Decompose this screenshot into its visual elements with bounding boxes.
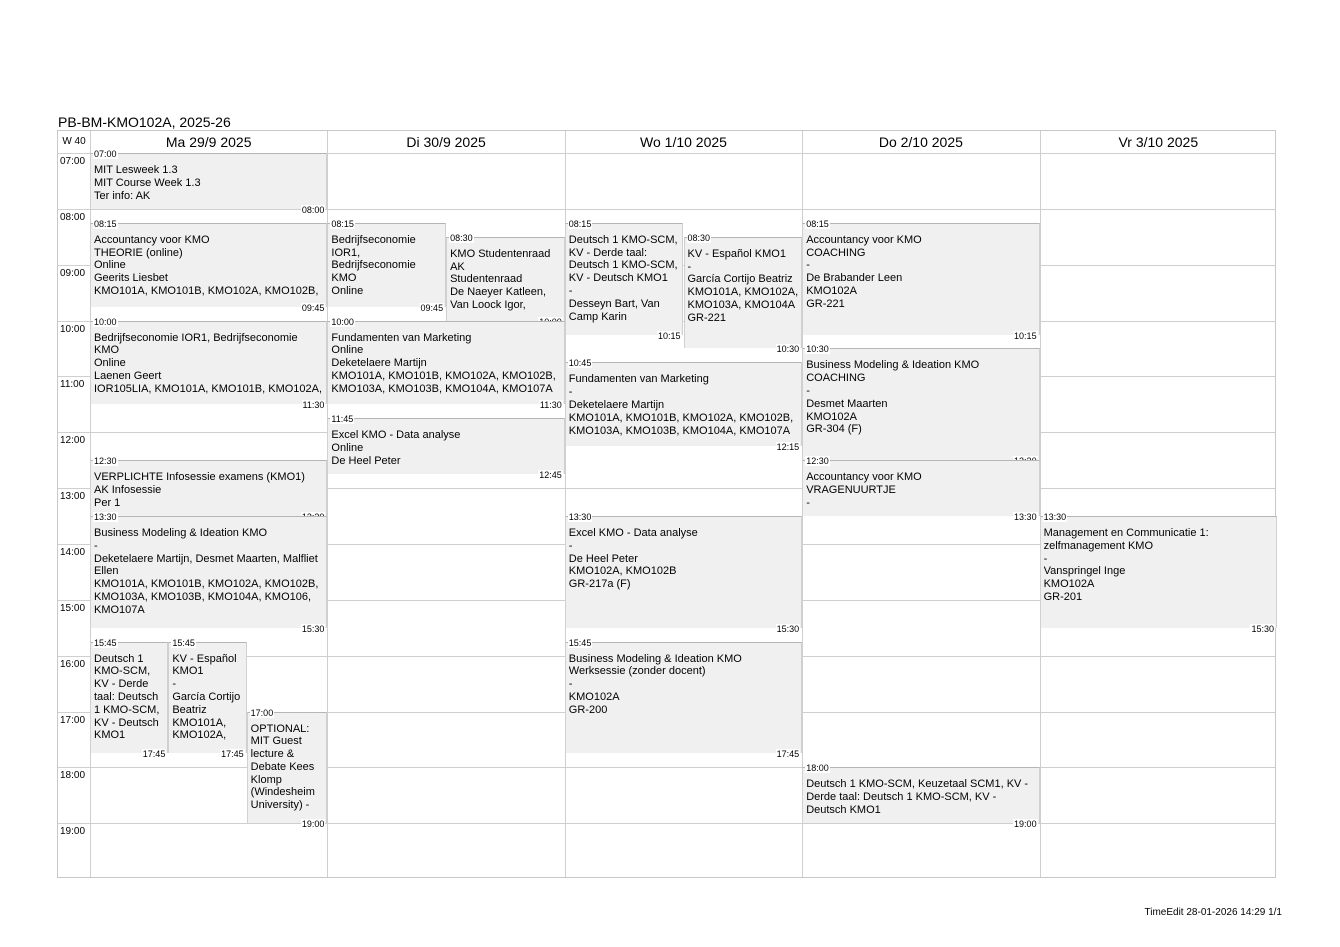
event-line: KMO101A, KMO101B, KMO102A, KMO102B, — [568, 411, 794, 424]
event-line: KV - Español KMO1 — [687, 247, 786, 260]
event-line: KMO Studentenraad — [450, 247, 551, 260]
event-details — [569, 527, 799, 620]
event-details — [172, 653, 243, 746]
event-start-time: 08:15 — [94, 218, 117, 229]
schedule-event[interactable] — [90, 512, 327, 634]
event-line: Online — [94, 357, 126, 370]
event-line: Deketelaere Martijn — [568, 399, 665, 412]
event-end-time: 11:30 — [302, 400, 325, 411]
timetable-grid — [57, 130, 1276, 878]
event-details — [688, 248, 800, 341]
event-line: KV - Deutsch KMO1 — [568, 272, 668, 285]
event-line: De Naeyer Katleen, — [450, 286, 547, 299]
event-line: Online — [331, 344, 364, 357]
event-line: De Brabander Leen — [806, 272, 903, 285]
hour-label: 09:00 — [60, 267, 86, 279]
event-details — [1044, 527, 1274, 620]
event-line: - — [94, 539, 98, 552]
event-line: THEORIE (online) — [94, 246, 183, 259]
event-start-time: 12:30 — [806, 456, 829, 467]
event-details — [569, 653, 799, 746]
event-line: Accountancy voor KMO — [94, 233, 210, 246]
hour-divider — [58, 767, 1275, 768]
event-line: KMO101A, KMO102A, — [172, 716, 227, 742]
event-line: Fundamenten van Marketing — [568, 373, 709, 386]
schedule-event[interactable] — [802, 763, 1039, 830]
schedule-title: PB-BM-KMO102A, 2025-26 — [58, 114, 231, 130]
event-line: Accountancy voor KMO — [806, 233, 922, 246]
event-end-time: 09:45 — [301, 302, 325, 313]
event-line: KMO103A, KMO104A — [687, 298, 796, 311]
event-line: KMO103A, KMO103B, KMO104A, KMO107A — [331, 382, 553, 395]
hour-label: 14:00 — [60, 546, 86, 558]
event-details — [569, 234, 681, 327]
event-end-time: 08:00 — [301, 204, 325, 215]
event-details — [331, 429, 561, 466]
event-end-time: 15:30 — [301, 623, 325, 634]
day-header: Di 30/9 2025 — [406, 134, 486, 150]
event-line: Geerits Liesbet — [94, 272, 168, 285]
event-details — [94, 527, 324, 620]
schedule-event[interactable] — [327, 218, 446, 313]
event-line: - — [806, 259, 810, 272]
schedule-event[interactable] — [802, 456, 1039, 523]
event-line: - — [806, 385, 810, 398]
event-start-time: 10:00 — [331, 316, 354, 327]
event-line: GR-221 — [687, 311, 727, 324]
event-line: KMO101A, KMO101B, KMO102A, KMO102B, KMO103A, KMO103B, KMO104A, KMO106, KMO107A — [94, 578, 319, 616]
event-line: Deketelaere Martijn, Desmet Maarten, Malfliet Ellen — [94, 552, 318, 578]
event-line: Online — [331, 442, 364, 455]
event-line: García Cortijo Beatriz — [687, 273, 793, 286]
event-line: De Heel Peter — [331, 454, 401, 467]
event-details — [806, 359, 1036, 452]
event-line: Laenen Geert — [94, 369, 162, 382]
event-line: Werksessie (zonder docent) — [568, 665, 706, 678]
event-end-time: 10:30 — [776, 344, 800, 355]
event-details — [806, 778, 1036, 815]
event-line: Bedrijfseconomie KMO — [331, 259, 416, 285]
event-line: García Cortijo Beatriz — [172, 691, 241, 716]
event-line: KMO102A — [568, 691, 620, 704]
event-line: MIT Lesweek 1.3 — [94, 164, 178, 176]
day-header: Ma 29/9 2025 — [165, 134, 252, 150]
event-details — [569, 373, 799, 438]
event-line: Vanspringel Inge — [1043, 565, 1126, 578]
event-line: - — [172, 678, 176, 691]
event-line: COACHING — [806, 372, 866, 385]
schedule-event[interactable] — [90, 637, 168, 760]
event-line: KMO101A, KMO102A, — [687, 286, 799, 299]
event-end-time: 17:45 — [776, 749, 800, 760]
event-start-time: 10:45 — [568, 358, 592, 369]
schedule-event[interactable] — [802, 218, 1039, 341]
hour-label: 10:00 — [60, 323, 86, 335]
event-details — [806, 471, 1036, 508]
event-line: Online — [331, 285, 364, 297]
event-details — [806, 234, 1036, 327]
event-end-time: 15:30 — [776, 623, 800, 634]
footer-info: TimeEdit 28-01-2026 14:29 1/1 — [1144, 907, 1282, 918]
event-details — [450, 248, 562, 313]
event-line: AK — [450, 260, 465, 273]
event-details — [94, 332, 324, 397]
event-line: Deutsch 1 KMO-SCM, KV - Derde taal: Deutsch 1 KMO-SCM, KV - Deutsch KMO1 — [94, 652, 160, 742]
hour-label: 15:00 — [60, 602, 86, 614]
event-end-time: 10:15 — [657, 330, 681, 341]
event-line: - — [568, 386, 573, 399]
schedule-event[interactable] — [684, 232, 803, 355]
event-line: Ter info: AK — [94, 189, 151, 201]
event-start-time: 15:45 — [172, 637, 195, 648]
schedule-event[interactable] — [247, 707, 328, 830]
event-line: VERPLICHTE Infosessie examens (KMO1) — [94, 471, 305, 484]
event-end-time: 09:45 — [420, 302, 444, 313]
event-line: GR-217a (F) — [568, 578, 631, 591]
event-details — [251, 723, 325, 816]
event-line: IOR105LIA, KMO101A, KMO101B, KMO102A, — [94, 382, 323, 395]
event-line: KMO103A, KMO103B, KMO104A, KMO107A — [568, 424, 791, 437]
event-line: De Heel Peter — [568, 552, 638, 565]
event-details — [331, 332, 561, 397]
week-number: W 40 — [62, 136, 86, 147]
event-details — [94, 234, 324, 299]
event-line: Accountancy voor KMO — [806, 471, 922, 484]
event-line: OPTIONAL: MIT Guest lecture & Debate Kees Klomp (Windesheim University) - — [250, 722, 315, 812]
event-start-time: 13:30 — [568, 512, 592, 523]
event-end-time: 19:00 — [301, 819, 325, 830]
event-line: - — [1043, 552, 1048, 565]
event-details — [94, 653, 165, 746]
event-details — [94, 471, 324, 508]
hour-label: 07:00 — [60, 156, 86, 167]
event-line: Business Modeling & Ideation KMO — [94, 527, 268, 540]
schedule-event[interactable] — [565, 637, 802, 760]
event-line: Per 1 — [94, 496, 121, 509]
event-details — [94, 164, 324, 201]
hour-label: 16:00 — [60, 658, 86, 670]
event-line: Desmet Maarten — [806, 397, 888, 410]
hour-label: 11:00 — [60, 379, 85, 391]
event-line: GR-304 (F) — [806, 423, 862, 436]
hour-label: 17:00 — [60, 714, 86, 726]
event-line: Fundamenten van Marketing — [331, 331, 472, 344]
event-start-time: 15:45 — [568, 637, 592, 648]
event-line: KMO102A — [806, 285, 857, 297]
hour-label: 12:00 — [60, 435, 86, 447]
schedule-event[interactable] — [565, 218, 684, 341]
schedule-event[interactable] — [565, 358, 802, 453]
schedule-event[interactable] — [802, 344, 1039, 460]
event-start-time: 13:30 — [1043, 512, 1067, 523]
event-line: KMO101A, KMO101B, KMO102A, KMO102B, — [331, 369, 556, 382]
event-line: KV - Español KMO1 — [172, 652, 237, 678]
schedule-event[interactable] — [168, 637, 246, 760]
event-line: KMO102A — [1043, 578, 1095, 591]
event-line: GR-221 — [806, 297, 845, 310]
schedule-event[interactable] — [1040, 512, 1277, 634]
event-start-time: 12:30 — [94, 456, 117, 467]
event-line: Bedrijfseconomie IOR1, Bedrijfseconomie — [94, 331, 298, 344]
event-line: - — [568, 285, 573, 297]
event-line: - — [568, 539, 573, 552]
event-start-time: 08:30 — [687, 232, 711, 243]
schedule-event[interactable] — [90, 149, 327, 215]
day-header: Do 2/10 2025 — [878, 134, 963, 150]
schedule-event[interactable] — [446, 232, 565, 321]
event-line: KMO102A — [806, 410, 857, 423]
event-end-time: 17:45 — [142, 749, 166, 760]
event-line: KV - Derde taal: — [568, 246, 648, 259]
event-line: KMO101A, KMO101B, KMO102A, KMO102B, — [94, 285, 319, 297]
day-header: Wo 1/10 2025 — [640, 134, 727, 150]
event-line: Excel KMO - Data analyse — [568, 527, 698, 540]
event-line: Business Modeling & Ideation KMO — [806, 359, 980, 372]
column-divider — [1040, 131, 1041, 877]
schedule-event[interactable] — [327, 316, 564, 411]
event-line: Deketelaere Martijn — [331, 357, 427, 370]
event-start-time: 08:30 — [450, 232, 473, 243]
event-end-time: 11:30 — [539, 400, 562, 411]
event-line: KMO102A, KMO102B — [568, 565, 677, 578]
event-line: Studentenraad — [450, 273, 523, 286]
event-end-time: 12:15 — [776, 442, 800, 453]
hour-label: 13:00 — [60, 491, 86, 503]
event-line: Deutsch 1 KMO-SCM, — [568, 259, 678, 272]
event-start-time: 18:00 — [806, 763, 829, 774]
event-line: GR-201 — [1043, 591, 1083, 603]
event-start-time: 15:45 — [94, 637, 117, 648]
event-end-time: 15:30 — [1251, 623, 1274, 634]
event-start-time: 17:00 — [250, 707, 274, 718]
hour-divider — [58, 823, 1275, 824]
event-end-time: 17:45 — [221, 749, 244, 760]
event-end-time: 10:15 — [1014, 330, 1037, 341]
schedule-event[interactable] — [90, 218, 327, 313]
event-line: Bedrijfseconomie IOR1, — [331, 233, 416, 259]
event-line: AK Infosessie — [94, 483, 162, 496]
event-start-time: 08:15 — [331, 218, 354, 229]
event-line: zelfmanagement KMO — [1043, 539, 1154, 552]
event-start-time: 07:00 — [94, 149, 117, 159]
event-line: Management en Communicatie 1: — [1043, 527, 1209, 540]
event-line: Excel KMO - Data analyse — [331, 429, 461, 442]
event-line: COACHING — [806, 246, 866, 259]
hour-label: 18:00 — [60, 770, 86, 782]
event-line: VRAGENUURTJE — [806, 483, 896, 496]
event-start-time: 10:30 — [806, 344, 829, 355]
schedule-event[interactable] — [565, 512, 802, 634]
event-line: KMO — [94, 344, 120, 357]
event-line: - — [687, 260, 692, 273]
event-start-time: 08:15 — [806, 218, 829, 229]
event-line: Desseyn Bart, Van Camp Karin — [568, 297, 660, 323]
hour-divider — [58, 209, 1275, 210]
event-end-time: 13:30 — [1014, 512, 1037, 523]
event-line: Van Loock Igor, — [450, 298, 526, 311]
event-line: GR-200 — [568, 703, 608, 716]
event-start-time: 11:45 — [331, 414, 354, 425]
schedule-event[interactable] — [90, 316, 327, 411]
event-line: Business Modeling & Ideation KMO — [568, 652, 742, 665]
schedule-event[interactable] — [327, 414, 564, 481]
event-line: MIT Course Week 1.3 — [94, 176, 201, 189]
hour-label: 19:00 — [60, 826, 86, 838]
event-start-time: 10:00 — [94, 316, 117, 327]
event-line: - — [568, 678, 573, 691]
event-start-time: 08:15 — [568, 218, 592, 229]
schedule-event[interactable] — [90, 456, 327, 516]
event-line: Deutsch 1 KMO-SCM, — [568, 233, 678, 246]
event-line: Deutsch 1 KMO-SCM, Keuzetaal SCM1, KV - Derde taal: Deutsch 1 KMO-SCM, KV - Deutsch KMO1 — [806, 778, 1029, 816]
event-start-time: 13:30 — [94, 512, 117, 523]
hour-label: 08:00 — [60, 211, 86, 223]
event-end-time: 19:00 — [1014, 819, 1037, 830]
event-details — [331, 234, 443, 299]
event-line: - — [806, 496, 810, 509]
event-end-time: 12:45 — [539, 470, 562, 481]
day-header: Vr 3/10 2025 — [1118, 134, 1199, 150]
event-line: Online — [94, 259, 126, 272]
